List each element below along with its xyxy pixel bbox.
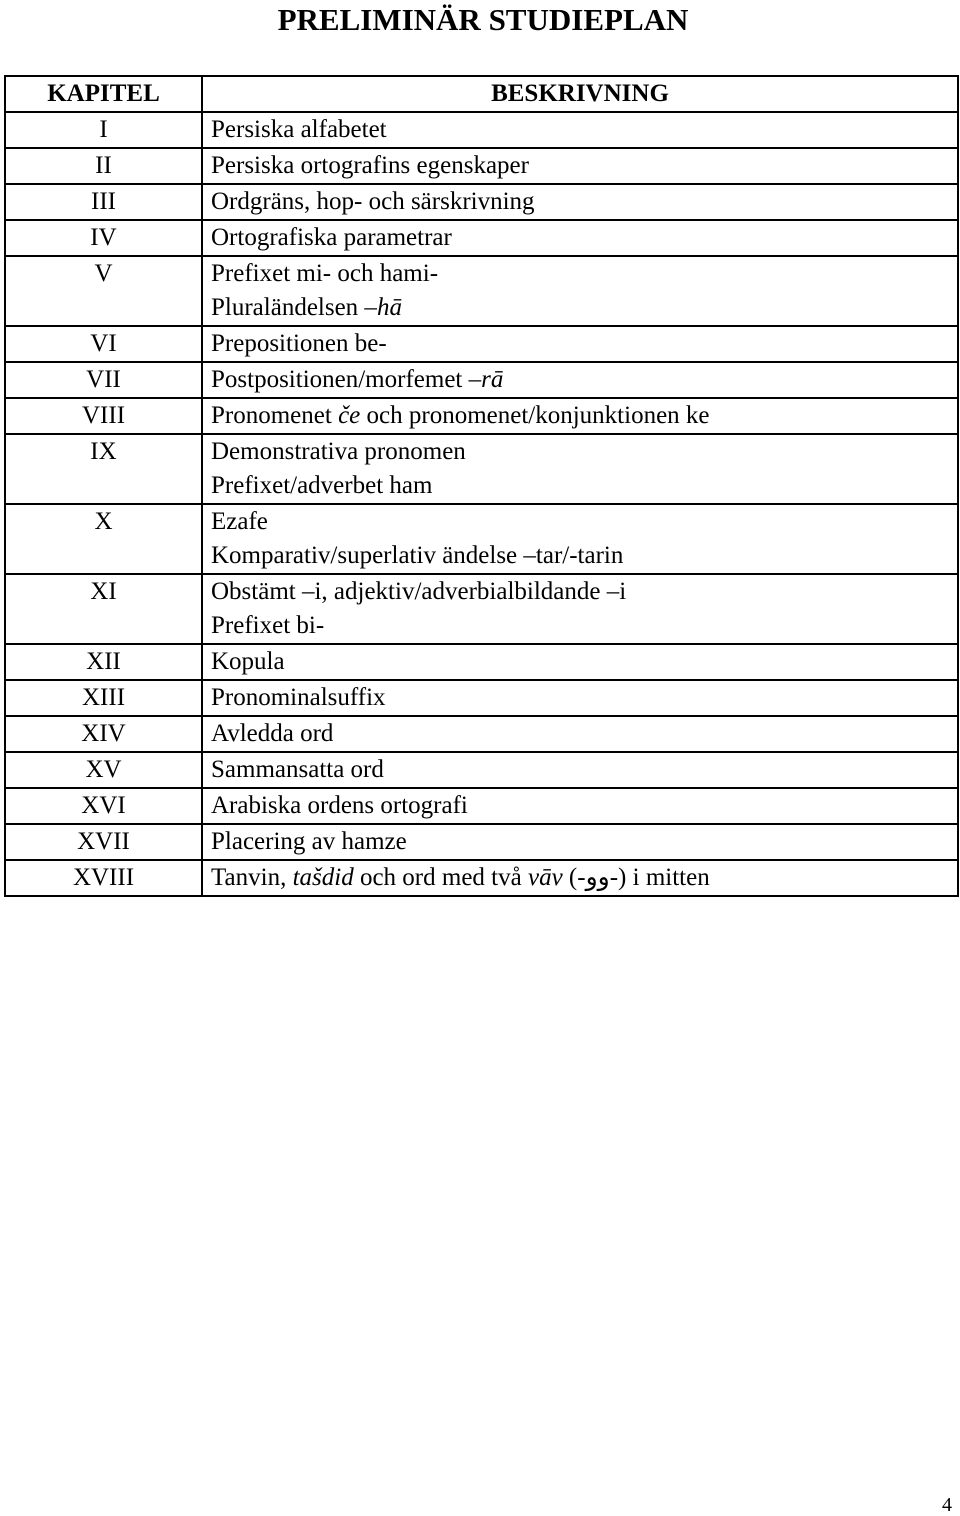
- description-line: [211, 257, 957, 291]
- chapter-description: [202, 824, 958, 860]
- chapter-description: [202, 504, 958, 574]
- chapter-number: VII: [5, 362, 202, 398]
- chapter-number: XIV: [5, 716, 202, 752]
- chapter-description: [202, 644, 958, 680]
- description-line: [211, 825, 957, 859]
- description-line: [211, 681, 957, 715]
- text-segment: Persiska alfabetet: [211, 116, 387, 143]
- text-segment: Kopula: [211, 648, 285, 675]
- text-segment: Prefixet mi- och hami-: [211, 260, 439, 287]
- table-row: [5, 326, 958, 362]
- chapter-description: [202, 788, 958, 824]
- description-line: [211, 753, 957, 787]
- page-title: PRELIMINÄR STUDIEPLAN: [277, 2, 689, 37]
- chapter-column-header: KAPITEL: [5, 76, 202, 112]
- chapter-number: XVIII: [5, 860, 202, 896]
- table-row: [5, 148, 958, 184]
- chapter-number: XV: [5, 752, 202, 788]
- page-number: 4: [942, 1494, 952, 1516]
- table-row: [5, 680, 958, 716]
- description-line: [211, 221, 957, 255]
- description-line: [211, 539, 957, 573]
- text-segment: Tanvin,: [211, 864, 293, 891]
- italic-text: tašdid: [292, 864, 354, 891]
- chapter-description: [202, 326, 958, 362]
- description-line: [211, 609, 957, 643]
- table-row: [5, 644, 958, 680]
- description-line: [211, 645, 957, 679]
- table-row: [5, 752, 958, 788]
- text-segment: (-وو-) i mitten: [562, 864, 710, 891]
- chapter-description: [202, 574, 958, 644]
- description-line: [211, 291, 957, 325]
- table-row: [5, 256, 958, 326]
- text-segment: Placering av hamze: [211, 828, 407, 855]
- table-row: [5, 398, 958, 434]
- italic-text: vāv: [527, 864, 563, 891]
- text-segment: Komparativ/superlativ ändelse –tar/-tarin: [211, 542, 624, 569]
- table-row: [5, 504, 958, 574]
- table-row: [5, 362, 958, 398]
- description-line: [211, 575, 957, 609]
- table-row: [5, 184, 958, 220]
- chapter-number: XVI: [5, 788, 202, 824]
- text-segment: Prepositionen be-: [211, 330, 387, 357]
- text-segment: Prefixet bi-: [211, 612, 325, 639]
- table-header: [5, 76, 958, 112]
- text-segment: Ortografiska parametrar: [211, 224, 452, 251]
- header-row: [5, 76, 958, 112]
- text-segment: Ordgräns, hop- och särskrivning: [211, 188, 535, 215]
- chapter-number: II: [5, 148, 202, 184]
- chapter-number: IV: [5, 220, 202, 256]
- text-segment: Persiska ortografins egenskaper: [211, 152, 529, 179]
- description-line: [211, 149, 957, 183]
- text-segment: och ord med två: [353, 864, 528, 891]
- table-row: [5, 860, 958, 896]
- chapter-number: XII: [5, 644, 202, 680]
- chapter-description: [202, 716, 958, 752]
- table-row: [5, 574, 958, 644]
- chapter-number: I: [5, 112, 202, 148]
- text-segment: Sammansatta ord: [211, 756, 384, 783]
- text-segment: Demonstrativa pronomen: [211, 438, 466, 465]
- chapter-number: VI: [5, 326, 202, 362]
- chapter-description: [202, 184, 958, 220]
- chapter-description: [202, 112, 958, 148]
- study-plan-table: [4, 75, 959, 897]
- description-line: [211, 789, 957, 823]
- chapter-number: X: [5, 504, 202, 574]
- italic-text: če: [338, 402, 361, 429]
- chapter-number: XIII: [5, 680, 202, 716]
- description-line: [211, 363, 957, 397]
- description-line: [211, 185, 957, 219]
- description-line: [211, 327, 957, 361]
- text-segment: Postpositionen/morfemet –: [211, 366, 482, 393]
- table-row: [5, 716, 958, 752]
- description-column-header: BESKRIVNING: [202, 76, 958, 112]
- chapter-description: [202, 256, 958, 326]
- description-line: [211, 435, 957, 469]
- chapter-number: V: [5, 256, 202, 326]
- chapter-description: [202, 148, 958, 184]
- text-segment: Arabiska ordens ortografi: [211, 792, 468, 819]
- text-segment: och pronomenet/konjunktionen ke: [360, 402, 710, 429]
- table-body: [5, 112, 958, 896]
- description-line: [211, 861, 957, 895]
- chapter-number: III: [5, 184, 202, 220]
- description-line: [211, 399, 957, 433]
- chapter-description: [202, 220, 958, 256]
- chapter-description: [202, 680, 958, 716]
- table-row: [5, 788, 958, 824]
- chapter-number: IX: [5, 434, 202, 504]
- chapter-number: XI: [5, 574, 202, 644]
- italic-text: rā: [481, 366, 504, 393]
- chapter-description: [202, 752, 958, 788]
- chapter-description: [202, 362, 958, 398]
- chapter-number: XVII: [5, 824, 202, 860]
- table-row: [5, 112, 958, 148]
- table-row: [5, 434, 958, 504]
- description-line: [211, 717, 957, 751]
- text-segment: Obstämt –i, adjektiv/adverbialbildande –i: [211, 578, 627, 605]
- text-segment: Pluraländelsen –: [211, 294, 377, 321]
- chapter-description: [202, 434, 958, 504]
- text-segment: Avledda ord: [211, 720, 334, 747]
- description-line: [211, 505, 957, 539]
- chapter-description: [202, 860, 958, 896]
- table-row: [5, 220, 958, 256]
- text-segment: Prefixet/adverbet ham: [211, 472, 433, 499]
- text-segment: Pronomenet: [211, 402, 339, 429]
- chapter-description: [202, 398, 958, 434]
- italic-text: hā: [376, 294, 402, 321]
- text-segment: Ezafe: [211, 508, 268, 535]
- description-line: [211, 113, 957, 147]
- description-line: [211, 469, 957, 503]
- text-segment: Pronominalsuffix: [211, 684, 386, 711]
- table-row: [5, 824, 958, 860]
- chapter-number: VIII: [5, 398, 202, 434]
